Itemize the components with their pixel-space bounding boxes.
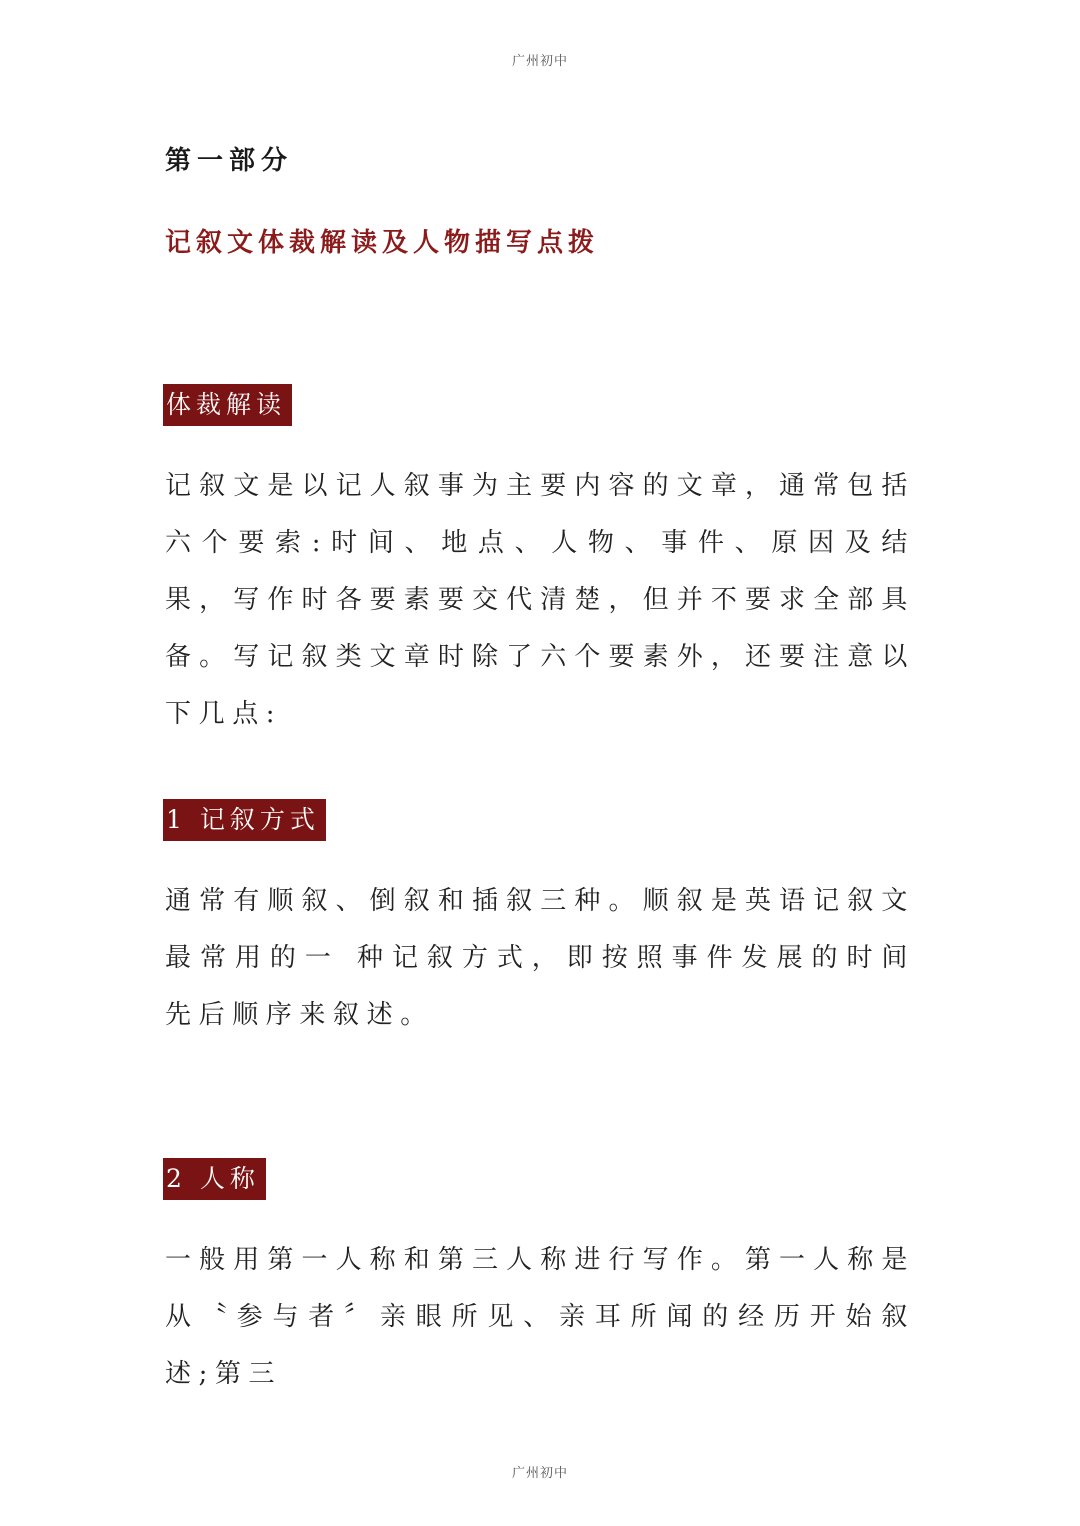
section-heading-narration-method: 1 记叙方式: [163, 799, 326, 841]
page-header: 广州初中: [511, 54, 568, 69]
section-heading-genre: 体裁解读: [163, 384, 292, 426]
section-body-person: 一般用第一人称和第三人称进行写作。第一人称是从〝参与者〞亲眼所见、亲耳所闻的经历开始叙述;第三: [165, 1245, 915, 1389]
document-subtitle: 记叙文体裁解读及人物描写点拨: [165, 228, 600, 258]
section-body-genre: 记叙文是以记人叙事为主要内容的文章，通常包括六个要索:时间、地点、人物、事件、原因及结果，写作时各要素要交代清楚，但并不要求全部具备。写记叙类文章时除了六个要素外，还要注意以下几点:: [165, 471, 915, 729]
section-body-narration-method: 通常有顺叙、倒叙和插叙三种。顺叙是英语记叙文最常用的一 种记叙方式，即按照事件发展的时间先后顺序来叙述。: [165, 886, 915, 1030]
page-footer: 广州初中: [511, 1466, 568, 1481]
section-heading-person: 2 人称: [163, 1158, 266, 1200]
part-title: 第一部分: [165, 146, 294, 176]
